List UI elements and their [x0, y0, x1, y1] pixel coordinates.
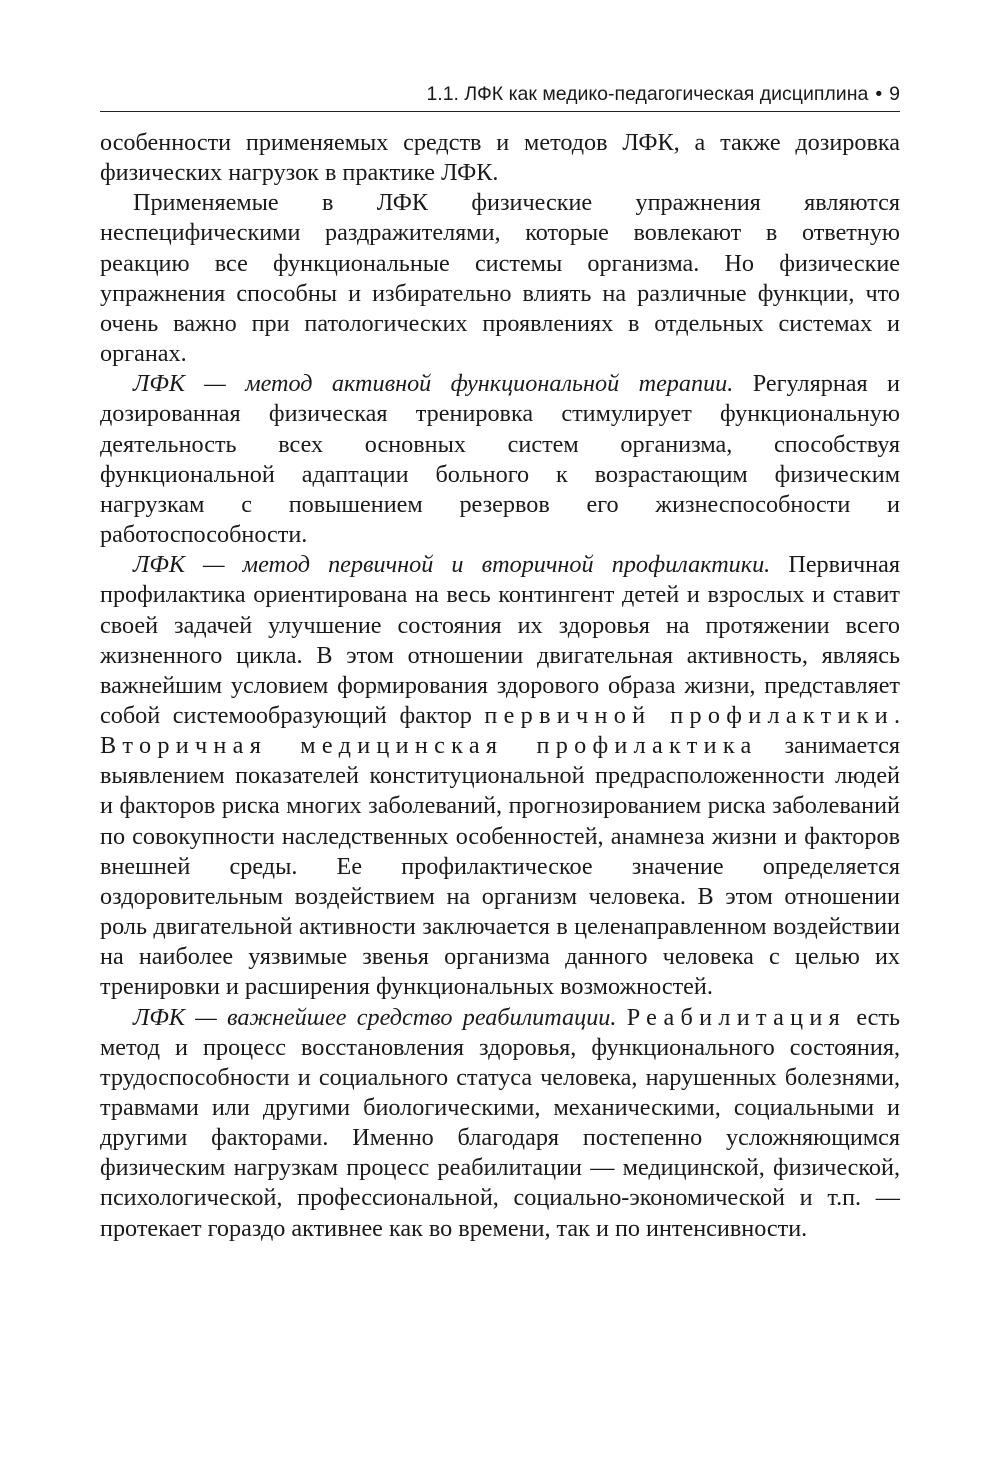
spaced-term-secondary-prevention: Вторичная медицинская профилактика — [100, 732, 758, 760]
paragraph-text: есть метод и процесс восстановления здоровья, функционального состояния, трудоспособности и социального статуса человека, нарушенных болезнями, травмами или другими биологическими, механическими, социальными и другими факторами. Именно благодаря постепенно усложняющимся физическим нагрузкам процесс реабилитации — медицинской, физической, психологической, профессиональной, социально-экономической и т.п. — протекает гораздо активнее как во времени, так и по интенсивности. — [100, 1003, 901, 1242]
italic-term: ЛФК — метод первичной и вторичной профилактики. — [133, 551, 771, 579]
bullet-separator: • — [875, 83, 883, 105]
italic-term: ЛФК — метод активной функциональной терапии. — [133, 370, 734, 398]
running-header — [100, 80, 900, 112]
section-number: 1.1. — [426, 83, 459, 105]
paragraph-text: Регулярная и дозированная физическая тренировка стимулирует функциональную деятельность всех основных систем организма, способствуя функциональной адаптации больного к возрастающим физическим нагрузкам с повышением резервов его жизнеспособности и работоспособности. — [100, 370, 900, 549]
paragraph-text: Применяемые в ЛФК физические упражнения являются неспецифическими раздражителями, которые вовлекают в ответную реакцию все функциональные системы организма. Но физические упражнения способны и избирательно влиять на различные функции, что очень важно при патологических проявлениях в отдельных системах и органах. — [100, 189, 900, 368]
paragraph-text: особенности применяемых средств и методов ЛФК, а также дозировка физических нагрузок в практике ЛФК. — [100, 129, 900, 187]
page-number: 9 — [889, 83, 900, 105]
paragraph-continuation — [100, 128, 900, 188]
paragraph-text: Первичная профилактика ориентирована на весь контингент детей и взрослых и ставит своей задачей улучшение состояния их здоровья на протяжении всего жизненного цикла. В этом отношении двигательная активность, являясь важнейшим условием формирования здорового образа жизни, представляет собой системообразующий фактор — [100, 551, 900, 729]
paragraph-nonspecific-stimuli — [100, 188, 900, 369]
body-text — [100, 128, 900, 1244]
paragraph-text — [616, 1004, 626, 1031]
spaced-term-rehabilitation: Реабилитация — [626, 1003, 847, 1031]
paragraph-prevention — [100, 550, 900, 1002]
spaced-term-primary-prevention: первичной профилактики — [484, 701, 894, 729]
paragraph-rehabilitation — [100, 1003, 900, 1244]
italic-term: ЛФК — важнейшее средство реабилитации. — [133, 1003, 617, 1031]
paragraph-text: занимается выявлением показателей конституциональной предрасположенности людей и факторов риска многих заболеваний, прогнозированием риска заболеваний по совокупности наследственных особенностей, анамнеза жизни и факторов внешней среды. Ее профилактическое значение определяется оздоровительным воздействием на организм человека. В этом отношении роль двигательной активности заключается в целенаправленном воздействии на наиболее уязвимые звенья организма данного человека с целью их тренировки и расширения функциональных возможностей. — [100, 732, 900, 1001]
paragraph-text: . — [893, 701, 901, 729]
chapter-title: ЛФК как медико-педагогическая дисциплина — [464, 83, 869, 105]
paragraph-functional-therapy — [100, 369, 900, 550]
book-page — [100, 80, 900, 1244]
